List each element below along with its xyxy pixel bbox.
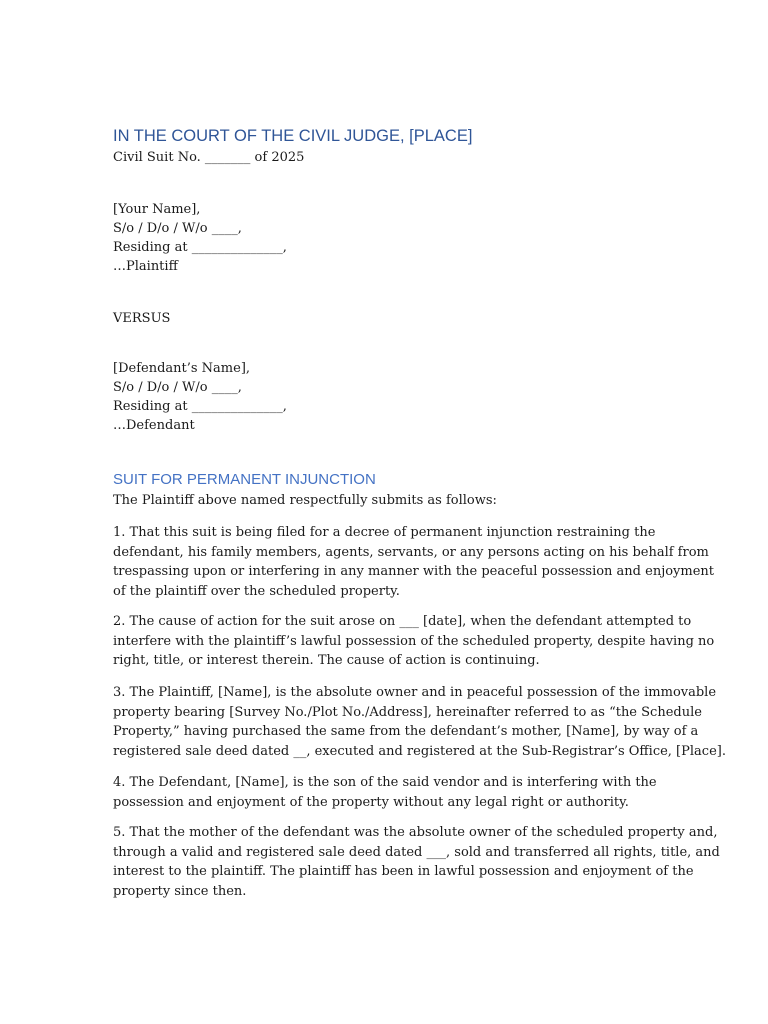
defendant-name: [Defendant’s Name], [113, 361, 251, 376]
paragraph-3 [113, 683, 726, 761]
paragraph-line: 5. That the mother of the defendant was the absolute owner of the scheduled property and, [113, 825, 718, 840]
plaintiff-residence: Residing at ______________, [113, 240, 287, 255]
paragraph-line: interest to the plaintiff. The plaintiff has been in lawful possession and enjoyment of the [113, 864, 694, 879]
paragraph-line: property bearing [Survey No./Plot No./Address], hereinafter referred to as “the Schedule [113, 704, 702, 720]
defendant-relation: S/o / D/o / W/o ____, [113, 380, 242, 395]
paragraph-line: interfere with the plaintiff’s lawful possession of the scheduled property, despite having no [113, 633, 715, 649]
court-heading: IN THE COURT OF THE CIVIL JUDGE, [PLACE] [113, 127, 473, 145]
plaintiff-relation: S/o / D/o / W/o ____, [113, 221, 242, 236]
paragraph-line: Property,” having purchased the same from the defendant’s mother, [Name], by way of a [113, 724, 699, 739]
defendant-residence: Residing at ______________, [113, 399, 287, 414]
paragraph-line: right, title, or interest therein. The cause of action is continuing. [113, 653, 540, 668]
paragraph-line: of the plaintiff over the scheduled property. [113, 583, 400, 599]
paragraph-line: trespassing upon or interfering in any manner with the peaceful possession and enjoyment [113, 564, 715, 579]
suit-number: Civil Suit No. _______ of 2025 [113, 150, 305, 165]
paragraph-line: 2. The cause of action for the suit arose on ___ [date], when the defendant attempted to [113, 614, 692, 629]
paragraph-line: 1. That this suit is being filed for a decree of permanent injunction restraining the [113, 525, 656, 540]
paragraph-line: 3. The Plaintiff, [Name], is the absolute owner and in peaceful possession of the immovable [113, 685, 717, 700]
paragraph-line: through a valid and registered sale deed dated ___, sold and transferred all rights, title, and [113, 844, 720, 860]
defendant-role: …Defendant [113, 418, 195, 433]
plaintiff-role: …Plaintiff [113, 259, 178, 274]
suit-heading: SUIT FOR PERMANENT INJUNCTION [113, 471, 376, 488]
paragraph-line: property since then. [113, 883, 247, 899]
paragraph-line: defendant, his family members, agents, servants, or any persons acting on his behalf from [113, 544, 709, 560]
paragraph-2 [113, 612, 714, 671]
paragraph-line: possession and enjoyment of the property without any legal right or authority. [113, 794, 629, 810]
paragraph-1 [113, 523, 714, 601]
paragraph-line: registered sale deed dated __, executed and registered at the Sub-Registrar’s Office, [Place]. [113, 743, 726, 759]
intro-text: The Plaintiff above named respectfully submits as follows: [113, 493, 497, 508]
paragraph-line: 4. The Defendant, [Name], is the son of the said vendor and is interfering with the [113, 775, 657, 790]
versus-label: VERSUS [113, 311, 171, 326]
paragraph-5 [113, 823, 720, 901]
paragraph-4 [113, 773, 657, 812]
plaintiff-name: [Your Name], [113, 202, 201, 217]
